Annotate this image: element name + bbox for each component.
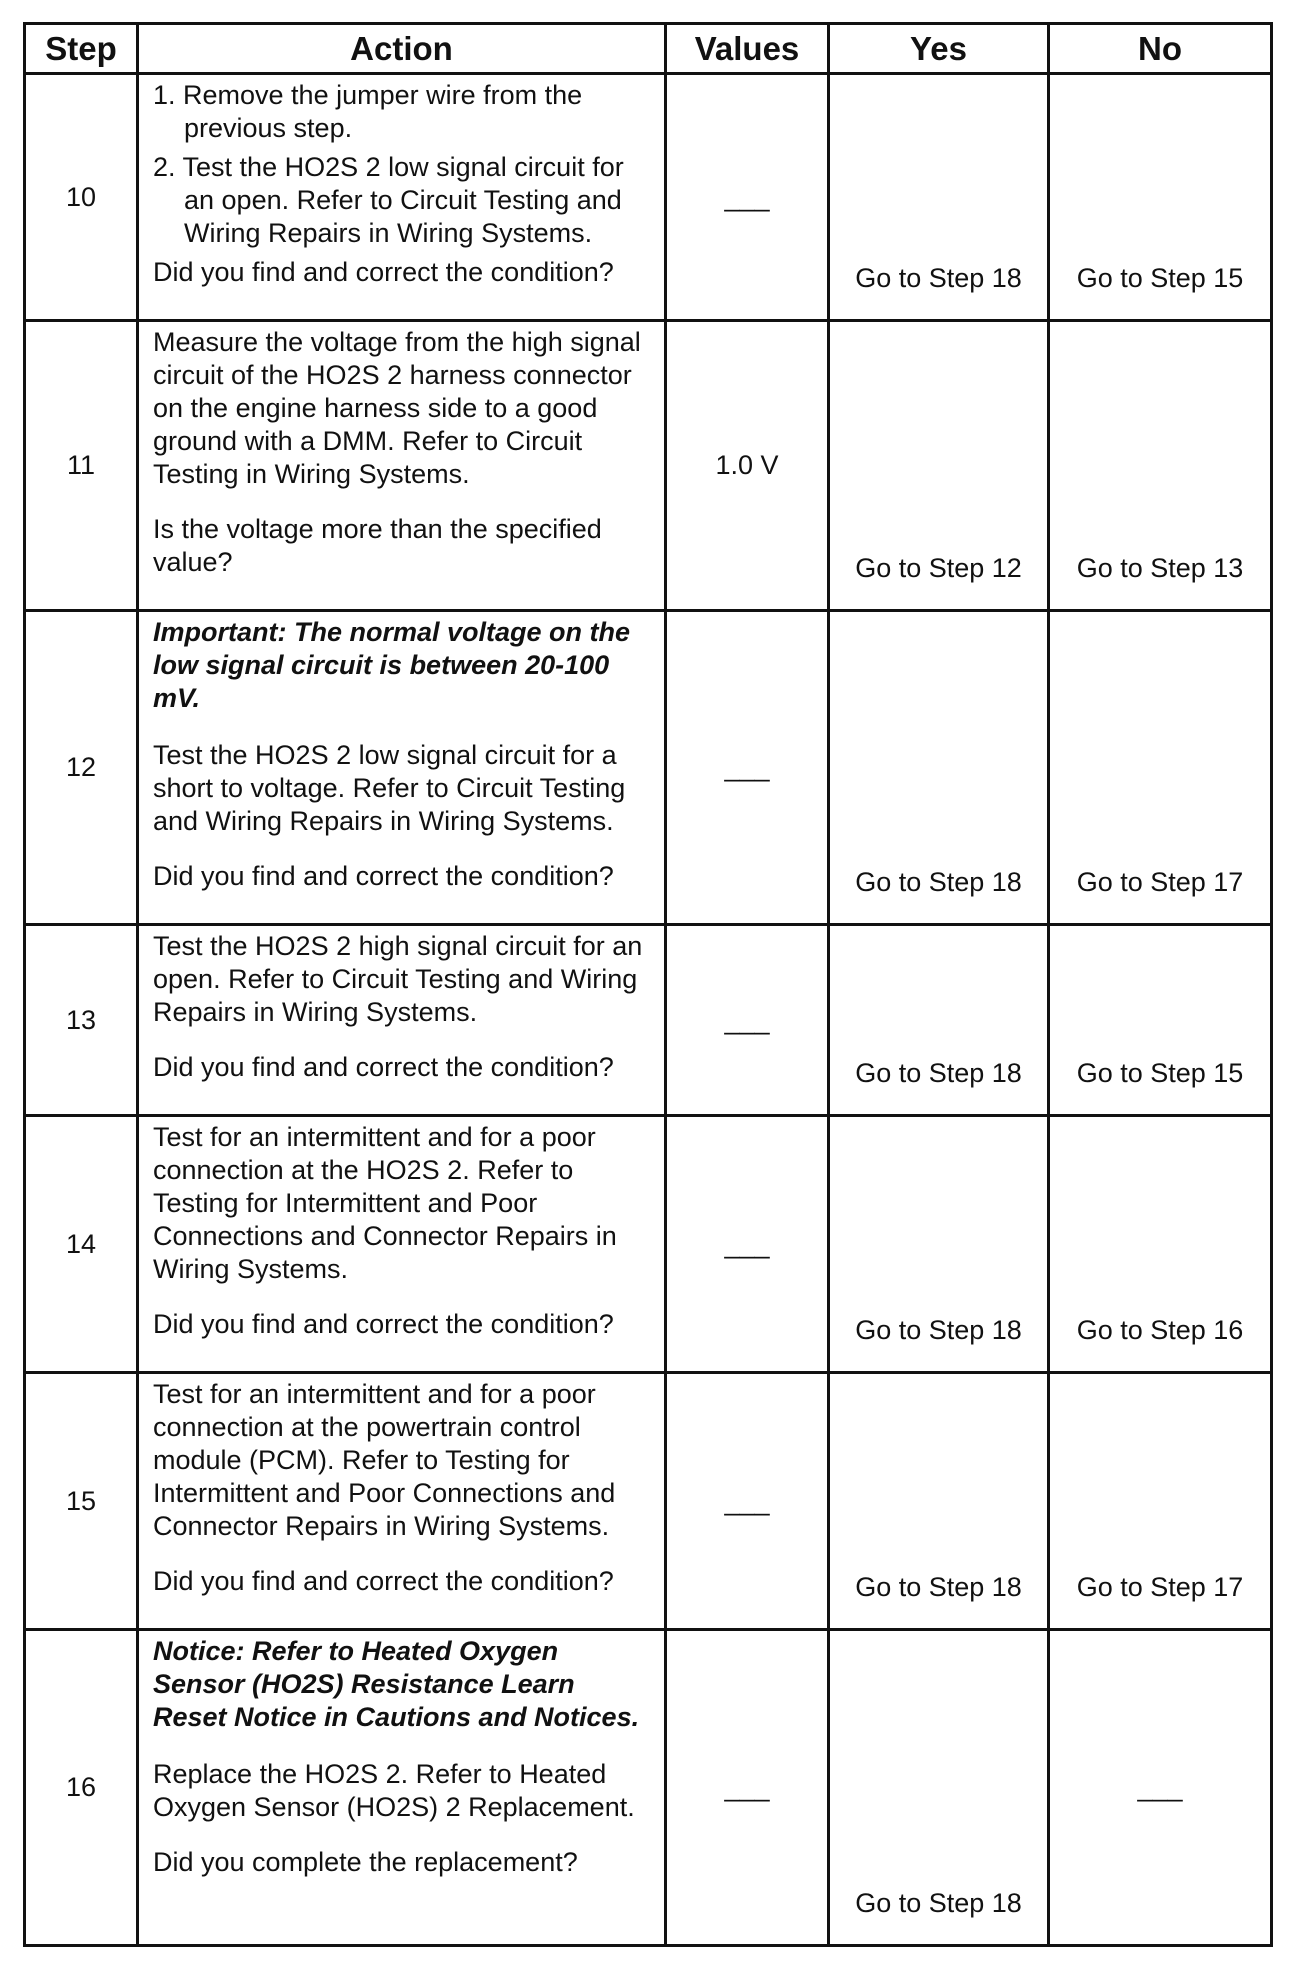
action-cell	[138, 1373, 666, 1630]
header-yes: Yes	[829, 24, 1049, 74]
action-question: Is the voltage more than the specified value?	[153, 514, 602, 577]
action-cell	[138, 1116, 666, 1373]
step-number: 16	[25, 1630, 138, 1946]
table-row	[25, 611, 1272, 925]
important-note: Important: The normal voltage on the low signal circuit is between 20-100 mV.	[153, 617, 631, 713]
notice-note: Notice: Refer to Heated Oxygen Sensor (HO2S) Resistance Learn Reset Notice in Cautions and Notices.	[153, 1636, 640, 1732]
no-cell: Go to Step 15	[1049, 74, 1272, 321]
diagnostic-table	[23, 22, 1273, 1947]
table-row	[25, 1630, 1272, 1946]
yes-cell: Go to Step 18	[829, 925, 1049, 1116]
yes-cell: Go to Step 18	[829, 74, 1049, 321]
action-question: Did you find and correct the condition?	[153, 1566, 614, 1596]
action-question: Did you find and correct the condition?	[153, 1309, 614, 1339]
step-number: 11	[25, 321, 138, 611]
action-list-item: 1. Remove the jumper wire from the previous step.	[153, 80, 583, 143]
step-number: 15	[25, 1373, 138, 1630]
values-cell: ___	[666, 1116, 829, 1373]
step-number: 13	[25, 925, 138, 1116]
step-number: 12	[25, 611, 138, 925]
table-row	[25, 74, 1272, 321]
action-cell	[138, 1630, 666, 1946]
no-cell: Go to Step 17	[1049, 611, 1272, 925]
no-cell: Go to Step 15	[1049, 925, 1272, 1116]
step-number: 10	[25, 74, 138, 321]
action-text: Test the HO2S 2 low signal circuit for a short to voltage. Refer to Circuit Testing and Wiring Repairs in Wiring Systems.	[153, 740, 626, 836]
yes-cell: Go to Step 18	[829, 1373, 1049, 1630]
header-action: Action	[138, 24, 666, 74]
action-question: Did you complete the replacement?	[153, 1847, 578, 1877]
action-text: Measure the voltage from the high signal circuit of the HO2S 2 harness connector on the engine harness side to a good ground with a DMM. Refer to Circuit Testing in Wiring Systems.	[153, 327, 641, 489]
action-text: Test the HO2S 2 high signal circuit for an open. Refer to Circuit Testing and Wiring Repairs in Wiring Systems.	[153, 931, 643, 1027]
values-cell: ___	[666, 74, 829, 321]
action-text: Test for an intermittent and for a poor connection at the HO2S 2. Refer to Testing for Intermittent and Poor Connections and Connector Repairs in Wiring Systems.	[153, 1122, 617, 1284]
no-cell: Go to Step 16	[1049, 1116, 1272, 1373]
action-text: Replace the HO2S 2. Refer to Heated Oxygen Sensor (HO2S) 2 Replacement.	[153, 1759, 635, 1822]
action-question: Did you find and correct the condition?	[153, 1052, 614, 1082]
action-text: Test for an intermittent and for a poor connection at the powertrain control module (PCM). Refer to Testing for Intermittent and Poor Connections and Connector Repairs in Wiring Systems.	[153, 1379, 616, 1541]
no-cell: Go to Step 17	[1049, 1373, 1272, 1630]
header-row	[25, 24, 1272, 74]
no-cell: ___	[1049, 1630, 1272, 1946]
table-row	[25, 321, 1272, 611]
action-cell	[138, 925, 666, 1116]
values-cell: 1.0 V	[666, 321, 829, 611]
values-cell: ___	[666, 925, 829, 1116]
values-cell: ___	[666, 1630, 829, 1946]
action-cell	[138, 74, 666, 321]
no-cell: Go to Step 13	[1049, 321, 1272, 611]
action-cell	[138, 611, 666, 925]
table-row	[25, 1116, 1272, 1373]
action-cell	[138, 321, 666, 611]
header-step: Step	[25, 24, 138, 74]
header-no: No	[1049, 24, 1272, 74]
action-list-item: 2. Test the HO2S 2 low signal circuit for an open. Refer to Circuit Testing and Wiring Repairs in Wiring Systems.	[153, 152, 624, 248]
action-question: Did you find and correct the condition?	[153, 257, 614, 287]
table-row	[25, 1373, 1272, 1630]
action-list	[153, 79, 650, 250]
yes-cell: Go to Step 18	[829, 1116, 1049, 1373]
action-question: Did you find and correct the condition?	[153, 861, 614, 891]
values-cell: ___	[666, 1373, 829, 1630]
yes-cell: Go to Step 18	[829, 1630, 1049, 1946]
header-values: Values	[666, 24, 829, 74]
table-row	[25, 925, 1272, 1116]
yes-cell: Go to Step 18	[829, 611, 1049, 925]
step-number: 14	[25, 1116, 138, 1373]
yes-cell: Go to Step 12	[829, 321, 1049, 611]
values-cell: ___	[666, 611, 829, 925]
